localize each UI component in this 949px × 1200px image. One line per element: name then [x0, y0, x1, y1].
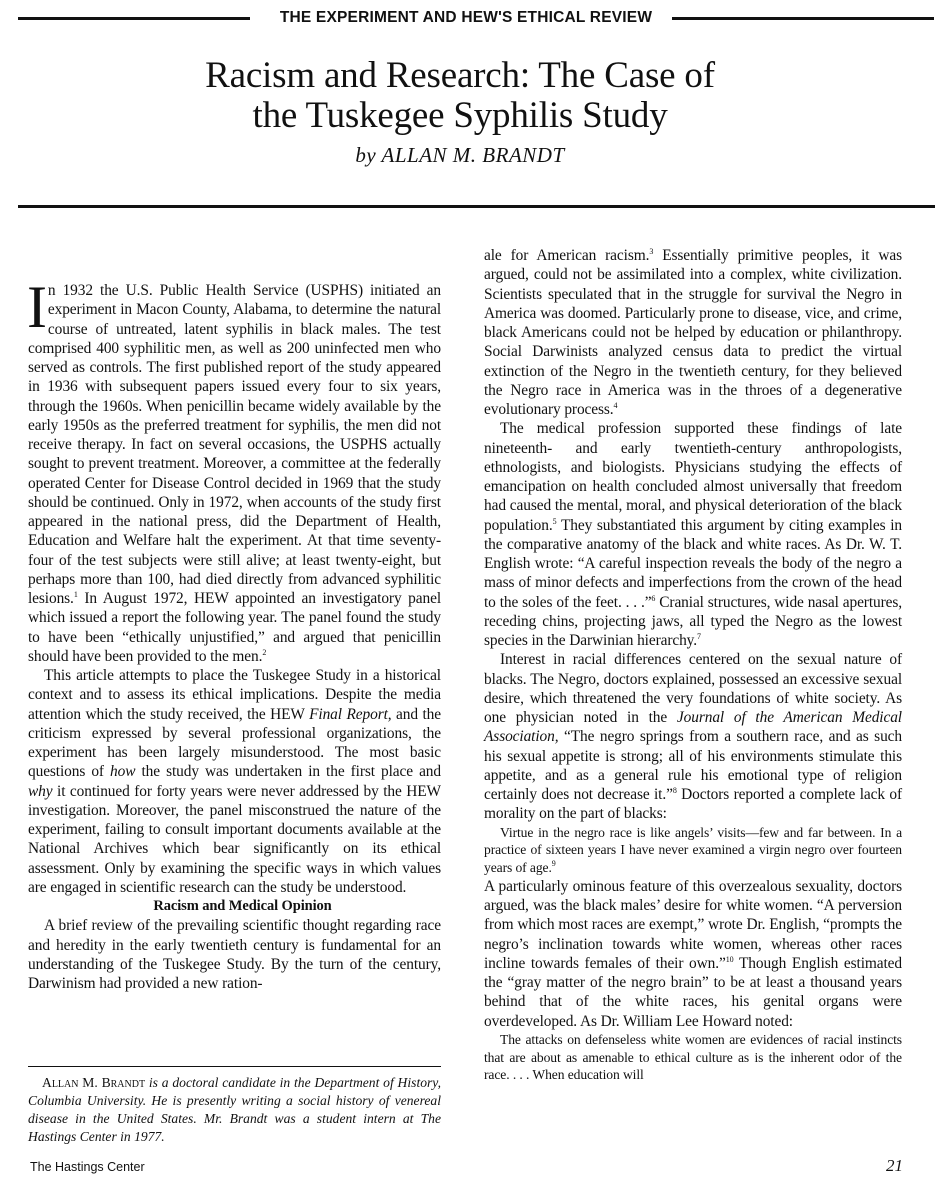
paragraph-r1-text-a: ale for American racism. — [484, 247, 650, 264]
section-header-label: THE EXPERIMENT AND HEW'S ETHICAL REVIEW — [279, 9, 653, 26]
section-header — [18, 5, 934, 31]
title-rule — [18, 205, 935, 208]
paragraph-1 — [28, 246, 441, 666]
byline: by ALLAN M. BRANDT — [355, 143, 565, 167]
paragraph-r3-text-c: Doctors reported a complete lack of morality on the part of blacks: — [484, 786, 902, 823]
paragraph-2-text-c: the study was undertaken in the first place and — [135, 763, 442, 781]
paragraph-r1-text-b: Essentially primitive peoples, it was argued, could not be assimilated into a complex, white civilization. Scientists speculated that in the struggle for survival the Negro in America was doomed. Particularly prone to disease, vice, and crime, black Americans could not be helped by education or philanthropy. Social Darwinists analyzed census data to predict the virtual extinction of the Negro in the twentieth century, for they believed the Negro race in America was in the throes of a degenerative evolutionary process. — [484, 247, 903, 418]
bio-rule — [28, 1066, 441, 1067]
header-rule-right — [672, 17, 934, 20]
paragraph-r1 — [484, 246, 902, 419]
paragraph-3: A brief review of the prevailing scientific thought regarding race and heredity in the early twentieth century is fundamental for an understanding of the Tuskegee Study. By the turn of the century, Darwinism had provided a new ration- — [28, 917, 441, 992]
block-quote-1-text: Virtue in the negro race is like angels’ visits—few and far between. In a practice of sixteen years I have never examined a virgin negro over fourteen years of age. — [484, 824, 902, 876]
title-line-2: the Tuskegee Syphilis Study — [252, 95, 668, 136]
paragraph-r2-text-a: The medical profession supported these findings of late nineteenth- and early twentieth-century anthropologists, ethnologists, and biologists. Physicians studying the effects of emancipation on health concluded almost universally that freedom had caused the mental, moral, and physical deterioration of the black population. — [484, 420, 902, 534]
paragraph-r4 — [484, 877, 902, 1031]
drop-cap: I — [27, 274, 47, 340]
paragraph-r4-text-b: Though English estimated the “gray matter of the negro brain” to be at least a thousand years behind that of the white races, his genital organs were overdeveloped. As Dr. William Lee Howard noted: — [484, 954, 902, 1030]
subheading: Racism and Medical Opinion — [153, 898, 332, 914]
how-italic: how — [110, 763, 136, 781]
footnote-2: 2 — [262, 647, 267, 657]
paragraph-r3 — [484, 650, 902, 823]
journal-italic: Journal of the American Medical Association, — [484, 709, 902, 746]
paragraph-2-text-b: and the criticism expressed by several professional organizations, the experiment has been largely misunderstood. The most basic questions of — [28, 705, 441, 781]
paragraph-2-text-d: it continued for forty years were never addressed by the HEW investigation. Moreover, the panel misconstrued the nature of the experiment, failing to consult important documents available at the National Archives which bear significantly on its ethical assessment. Only by examining the specific ways in which values are engaged in scientific research can the study be understood. — [28, 782, 441, 896]
paragraph-2 — [28, 666, 441, 897]
footnote-10: 10 — [725, 954, 734, 964]
paragraph-r2-text-c: Cranial structures, wide nasal apertures, receding chins, projecting jaws, all typed the Negro as the lowest species in the Darwinian hierarchy. — [484, 593, 902, 649]
author-bio-text: is a doctoral candidate in the Department of History, Columbia University. He is presently writing a social history of venereal disease in the United States. Mr. Brandt was a student intern at The Hastings Center in 1977. — [28, 1075, 441, 1144]
author-name: Allan M. Brandt — [42, 1075, 146, 1090]
footnote-9: 9 — [551, 859, 556, 869]
paragraph-1-text-b: In August 1972, HEW appointed an investigatory panel which issued a report the following year. The panel found the study to have been “ethically unjustified,” and argued that penicillin should have been provided to the men. — [28, 590, 441, 665]
paragraph-r4-text-a: A particularly ominous feature of this overzealous sexuality, doctors argued, was the black males’ desire for white women. “A perversion from which most races are exempt,” wrote Dr. English, “prompts the negro’s inclination towards white women, whereas other races incline towards females of their own.” — [484, 877, 902, 972]
footnote-8: 8 — [672, 786, 677, 795]
footnote-3: 3 — [649, 247, 654, 256]
title-line-1: Racism and Research: The Case of — [205, 55, 715, 96]
paragraph-r3-text-b: “The negro springs from a southern race, and as such his sexual appetite is strong; all of his environments stimulate this appetite, and as a general rule his emotional type of religion certainly does not decrease it.” — [484, 728, 902, 803]
footnote-7: 7 — [697, 632, 701, 641]
left-column — [28, 246, 441, 993]
paragraph-r2-text-b: They substantiated this argument by citing examples in the comparative anatomy of the black and white races. As Dr. W. T. English wrote: “A careful inspection reveals the body of the negro a mass of minor defects and imperfections from the crown of the head to the soles of the feet. . . .” — [484, 516, 902, 611]
footnote-6: 6 — [651, 593, 656, 603]
block-quote-1 — [484, 824, 902, 877]
paragraph-r2 — [484, 419, 902, 650]
final-report-italic: Final Report, — [309, 705, 392, 723]
article-title — [60, 56, 860, 136]
paragraph-r3-text-a: Interest in racial differences centered on the sexual nature of blacks. The Negro, doctors explained, possessed an excessive sexual desire, which threatened the very foundations of white society. As one physician noted in the — [484, 651, 902, 726]
footnote-1: 1 — [73, 590, 78, 599]
footer-publisher: The Hastings Center — [30, 1160, 145, 1174]
footnote-4: 4 — [613, 401, 618, 410]
paragraph-1-text: n 1932 the U.S. Public Health Service (USPHS) initiated an experiment in Macon County, Alabama, to determine the natural course of untreated, latent syphilis in black males. The test comprised 400 syphilitic men, as well as 200 uninfected men who served as controls. The first published report of the study appeared in 1936 with subsequent papers issued every four to six years, through the 1960s. When penicillin became widely available by the early 1950s as the preferred treatment for syphilis, the men did not receive therapy. In fact on several occasions, the USPHS actually sought to prevent treatment. Moreover, a committee at the federally operated Center for Disease Control decided in 1969 that the study should be continued. Only in 1972, when accounts of the study first appeared in the national press, did the Department of Health, Education and Welfare halt the experiment. At that time seventy-four of the test subjects were still alive; at least twenty-eight, but perhaps more than 100, had died directly from advanced syphilitic lesions. — [28, 282, 441, 607]
header-rule-left — [18, 17, 250, 20]
page-number: 21 — [886, 1156, 903, 1175]
footnote-5: 5 — [552, 516, 557, 526]
author-bio — [28, 1074, 441, 1146]
block-quote-2: The attacks on defenseless white women are evidences of racial instincts that are about as amenable to ethical culture as is the inherent odor of the race. . . . When education will — [484, 1031, 902, 1083]
right-column — [484, 246, 902, 1084]
paragraph-2-text-a: This article attempts to place the Tuskegee Study in a historical context and to assess its ethical implications. Despite the media attention which the study received, the HEW — [28, 667, 441, 723]
why-italic: why — [28, 782, 53, 800]
